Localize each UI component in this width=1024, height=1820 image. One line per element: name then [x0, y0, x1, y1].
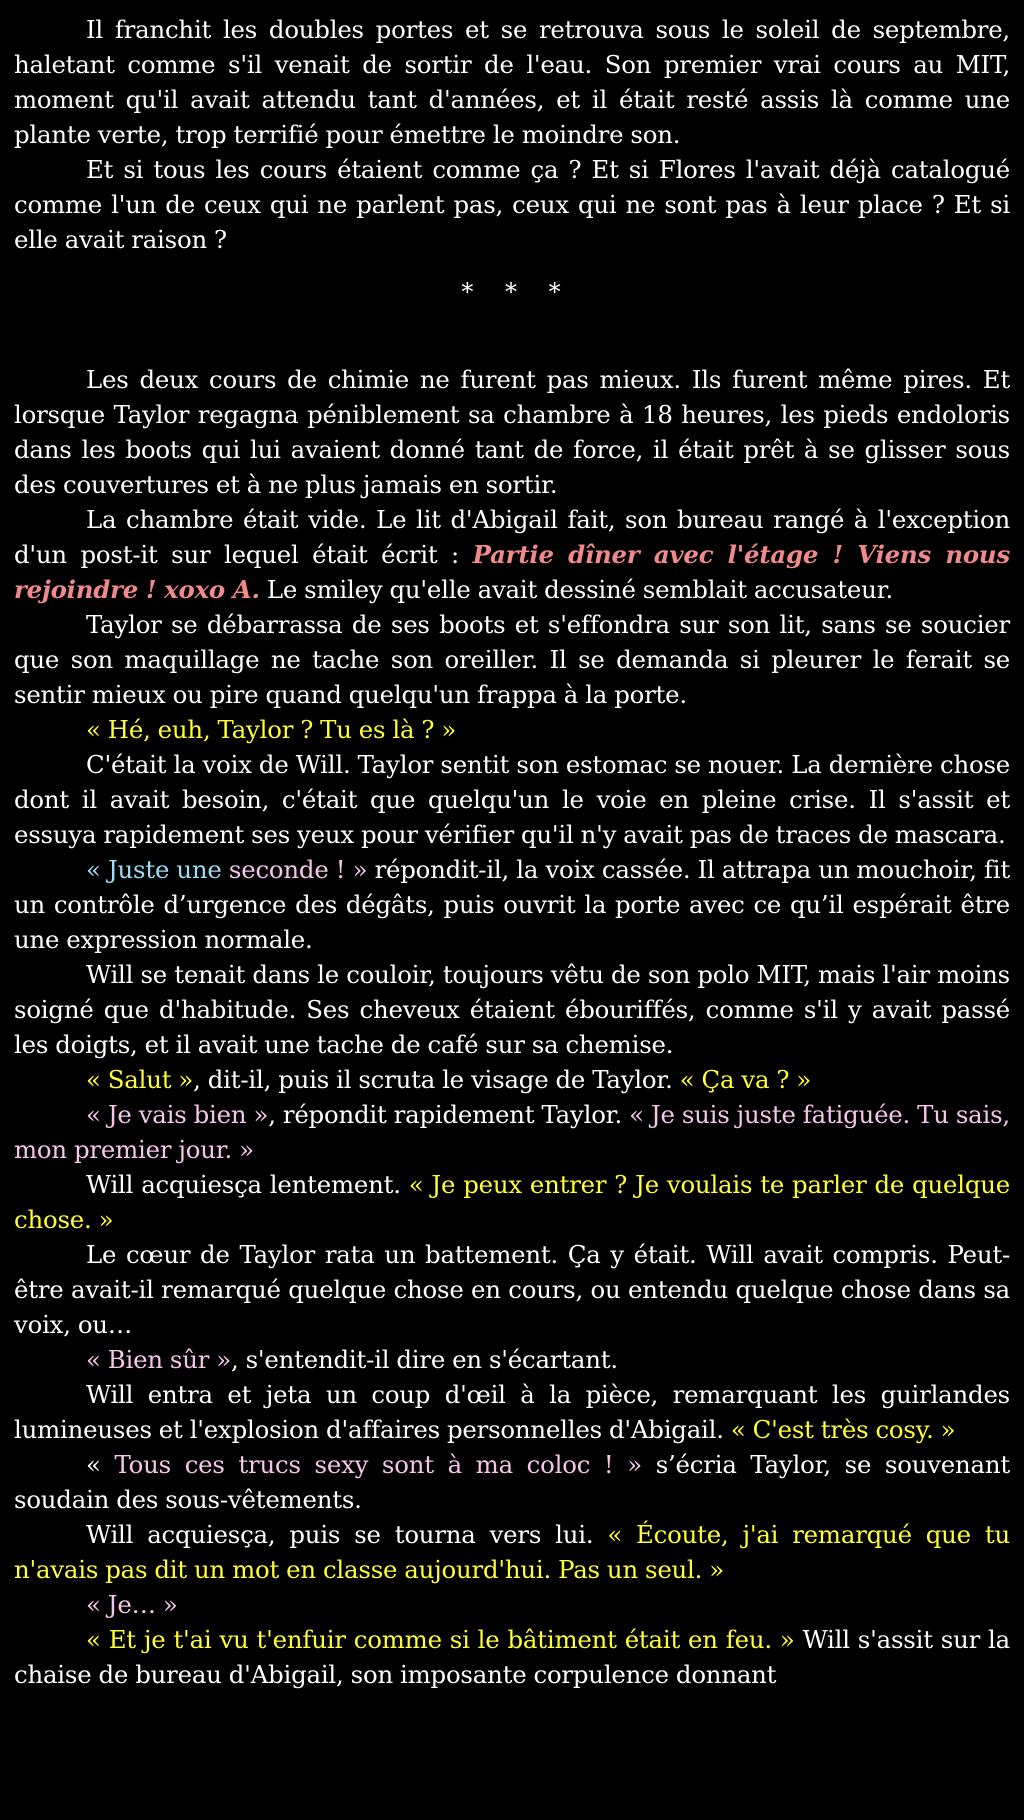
story-paragraph [14, 12, 1010, 152]
narration-text: « [86, 1450, 115, 1479]
story-paragraph [14, 1342, 1010, 1377]
dialogue-text: « Écoute, j'ai remarqué que tu n'avais pas dit un mot en classe aujourd'hui. Pas un seul. » [14, 1520, 1010, 1584]
narration-text: Will se tenait dans le couloir, toujours vêtu de son polo MIT, mais l'air moins soigné que d'habitude. Ses cheveux étaient ébouriffés, comme s'il y avait passé les doigts, et il avait une tache de café sur sa chemise. [14, 960, 1010, 1059]
narration-text: Will entra et jeta un coup d'œil à la pièce, remarquant les guirlandes lumineuses et l'explosion d'affaires personnelles d'Abigail. [14, 1380, 1010, 1444]
story-paragraph [14, 1167, 1010, 1237]
story-paragraph [14, 852, 1010, 957]
story-paragraph [14, 712, 1010, 747]
narration-text: Will s'assit sur la chaise de bureau d'Abigail, son imposante corpulence donnant [14, 1625, 1010, 1689]
dialogue-text: « Hé, euh, Taylor ? Tu es là ? » [86, 715, 457, 744]
story-paragraph [14, 747, 1010, 852]
story-paragraph [14, 1447, 1010, 1517]
dialogue-text: « C'est très cosy. » [730, 1415, 956, 1444]
dialogue-text: seconde ! » [228, 855, 368, 884]
narration-text: répondit-il, la voix cassée. Il attrapa un mouchoir, fit un contrôle d’urgence des dégâts, puis ouvrit la porte avec ce qu’il espérait être une expression normale. [14, 855, 1010, 954]
narration-text: , dit-il, puis il scruta le visage de Taylor. [193, 1065, 680, 1094]
dialogue-text: « Je… » [86, 1590, 178, 1619]
dialogue-text: « Je peux entrer ? Je voulais te parler de quelque chose. » [14, 1170, 1010, 1234]
story-paragraph [14, 957, 1010, 1062]
story-paragraph [14, 362, 1010, 502]
narration-text: Les deux cours de chimie ne furent pas mieux. Ils furent même pires. Et lorsque Taylor regagna péniblement sa chambre à 18 heures, les pieds endoloris dans les boots qui lui avaient donné tant de force, il était prêt à se glisser sous des couvertures et à ne plus jamais en sortir. [14, 365, 1010, 499]
dialogue-text: « Je suis juste fatiguée. Tu sais, mon premier jour. » [14, 1100, 1010, 1164]
story-paragraph [14, 1587, 1010, 1622]
narration-text: Le smiley qu'elle avait dessiné semblait accusateur. [259, 575, 894, 604]
scene-separator: * * * [461, 278, 573, 306]
narration-text: La chambre était vide. Le lit d'Abigail fait, son bureau rangé à l'exception d'un post-it sur lequel était écrit : [14, 505, 1010, 569]
narration-text: Le cœur de Taylor rata un battement. Ça y était. Will avait compris. Peut-être avait-il remarqué quelque chose en cours, ou entendu quelque chose dans sa voix, ou… [14, 1240, 1010, 1339]
dialogue-text: « Bien sûr » [86, 1345, 231, 1374]
story-paragraph [14, 1062, 1010, 1097]
story-paragraph [14, 152, 1010, 257]
post-it-note-text: Partie dîner avec l'étage ! Viens nous rejoindre ! xoxo A. [14, 540, 1010, 604]
narration-text: C'était la voix de Will. Taylor sentit son estomac se nouer. La dernière chose dont il avait besoin, c'était que quelqu'un le voie en pleine crise. Il s'assit et essuya rapidement ses yeux pour vérifier qu'il n'y avait pas de traces de mascara. [14, 750, 1010, 849]
narration-text: , s'entendit-il dire en s'écartant. [230, 1345, 618, 1374]
dialogue-text: « Juste une [86, 855, 229, 884]
story-paragraph [14, 502, 1010, 607]
narration-text: Il franchit les doubles portes et se retrouva sous le soleil de septembre, haletant comme s'il venait de sortir de l'eau. Son premier vrai cours au MIT, moment qu'il avait attendu tant d'années, et il était resté assis là comme une plante verte, trop terrifié pour émettre le moindre son. [14, 15, 1010, 149]
narration-text: , répondit rapidement Taylor. [268, 1100, 630, 1129]
narration-text: Et si tous les cours étaient comme ça ? Et si Flores l'avait déjà catalogué comme l'un de ceux qui ne parlent pas, ceux qui ne sont pas à leur place ? Et si elle avait raison ? [14, 155, 1010, 254]
narration-text: Taylor se débarrassa de ses boots et s'effondra sur son lit, sans se soucier que son maquillage ne tache son oreiller. Il se demanda si pleurer le ferait se sentir mieux ou pire quand quelqu'un frappa à la porte. [14, 610, 1010, 709]
story-paragraph [14, 1237, 1010, 1342]
dialogue-text: « Et je t'ai vu t'enfuir comme si le bâtiment était en feu. » [86, 1625, 795, 1654]
dialogue-text: « Salut » [86, 1065, 194, 1094]
story-paragraph [14, 1517, 1010, 1587]
story-paragraph [14, 1622, 1010, 1692]
dialogue-text: « Je vais bien » [86, 1100, 269, 1129]
narration-text: s’écria Taylor, se souvenant soudain des sous-vêtements. [14, 1450, 1011, 1514]
story-paragraph [14, 1377, 1010, 1447]
dialogue-text: « Ça va ? » [679, 1065, 812, 1094]
narration-text: Will acquiesça, puis se tourna vers lui. [86, 1520, 608, 1549]
dialogue-text: Tous ces trucs sexy sont à ma coloc ! » [114, 1450, 642, 1479]
narration-text: Will acquiesça lentement. [86, 1170, 409, 1199]
story-paragraph [14, 1097, 1010, 1167]
story-paragraph [14, 607, 1010, 712]
